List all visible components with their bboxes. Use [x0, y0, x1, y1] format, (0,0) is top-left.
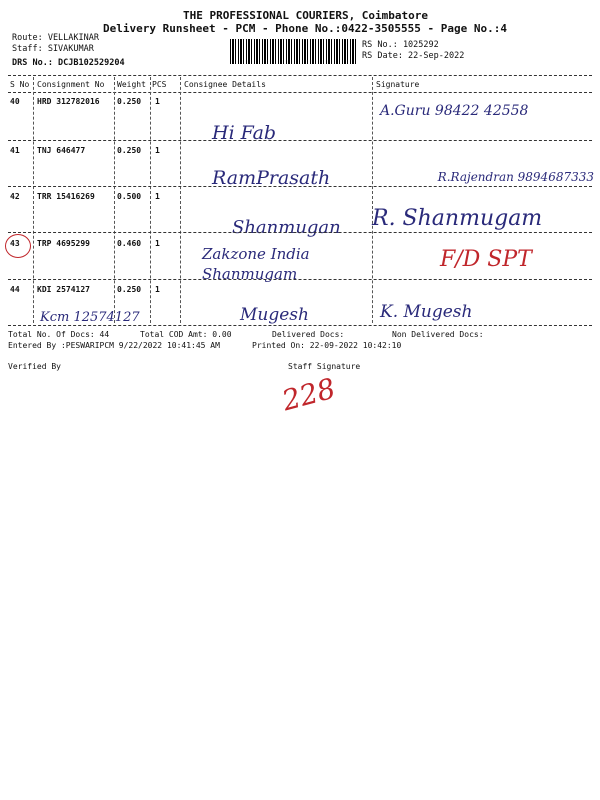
- divider: [8, 92, 592, 93]
- row-weight: 0.250: [117, 285, 142, 294]
- consignee-handwriting: Mugesh: [240, 305, 309, 325]
- consignee-handwriting: Hi Fab: [212, 122, 277, 144]
- red-signature-handwriting: F/D SPT: [440, 247, 532, 272]
- column-rule: [180, 77, 181, 323]
- divider: [8, 186, 592, 187]
- row-weight: 0.460: [117, 239, 142, 248]
- total-cod: Total COD Amt: 0.00: [140, 330, 232, 339]
- verified-by: Verified By: [8, 362, 61, 371]
- signature-handwriting: A.Guru 98422 42558: [380, 103, 529, 119]
- drs-number: DRS No.: DCJB102529204: [12, 58, 125, 68]
- divider: [8, 232, 592, 233]
- consignee-handwriting: Zakzone India Shanmugam: [202, 245, 310, 283]
- row-weight: 0.250: [117, 97, 142, 106]
- column-rule: [150, 77, 151, 323]
- row-consignment: TRP 4695299: [37, 239, 90, 248]
- col-pcs: PCS: [152, 80, 167, 89]
- row-consignment: TRR 15416269: [37, 192, 95, 201]
- col-consignment: Consignment No: [37, 80, 105, 89]
- row-pcs: 1: [155, 97, 160, 106]
- row-consignment: HRD 312782016: [37, 97, 100, 106]
- printed-on: Printed On: 22-09-2022 10:42:10: [252, 341, 402, 350]
- delivered-docs: Delivered Docs:: [272, 330, 345, 339]
- row-sno: 42: [10, 192, 20, 201]
- runsheet-title: Delivery Runsheet - PCM - Phone No.:0422-3505555 - Page No.:4: [103, 22, 507, 35]
- column-rule: [33, 77, 34, 323]
- company-title: THE PROFESSIONAL COURIERS, Coimbatore: [183, 9, 429, 22]
- divider: [8, 75, 592, 76]
- entered-by: Entered By :PESWARIPCM 9/22/2022 10:41:45 AM: [8, 341, 220, 350]
- row-sno: 41: [10, 146, 20, 155]
- row-weight: 0.500: [117, 192, 142, 201]
- col-signature: Signature: [376, 80, 420, 89]
- column-rule: [372, 77, 373, 323]
- col-sno: S No: [10, 80, 30, 89]
- total-docs: Total No. Of Docs: 44: [8, 330, 110, 339]
- divider: [8, 279, 592, 280]
- rs-number: RS No.: 1025292: [362, 40, 439, 50]
- signature-handwriting: K. Mugesh: [380, 302, 473, 322]
- signature-handwriting: R. Shanmugam: [372, 206, 543, 231]
- col-weight: Weight: [117, 80, 146, 89]
- handwritten-consignment: Kcm 12574127: [40, 310, 140, 325]
- staff-label: Staff: SIVAKUMAR: [12, 44, 94, 54]
- signature-handwriting: R.Rajendran 9894687333: [437, 170, 594, 184]
- row-pcs: 1: [155, 146, 160, 155]
- row-weight: 0.250: [117, 146, 142, 155]
- row-pcs: 1: [155, 285, 160, 294]
- row-pcs: 1: [155, 192, 160, 201]
- consignee-handwriting: Shanmugan: [232, 217, 341, 238]
- row-pcs: 1: [155, 239, 160, 248]
- row-consignment: TNJ 646477: [37, 146, 86, 155]
- row-sno: 43: [10, 239, 20, 248]
- staff-signature-label: Staff Signature: [288, 362, 361, 371]
- red-handwritten-mark: 228: [278, 371, 339, 418]
- divider: [8, 140, 592, 141]
- non-delivered-docs: Non Delivered Docs:: [392, 330, 484, 339]
- row-consignment: KDI 2574127: [37, 285, 90, 294]
- col-consignee: Consignee Details: [184, 80, 266, 89]
- rs-date: RS Date: 22-Sep-2022: [362, 51, 465, 61]
- divider: [8, 325, 592, 326]
- route-label: Route: VELLAKINAR: [12, 33, 99, 43]
- barcode-icon: [230, 39, 358, 64]
- row-sno: 44: [10, 285, 20, 294]
- column-rule: [114, 77, 115, 323]
- row-sno: 40: [10, 97, 20, 106]
- consignee-handwriting: RamPrasath: [212, 167, 331, 189]
